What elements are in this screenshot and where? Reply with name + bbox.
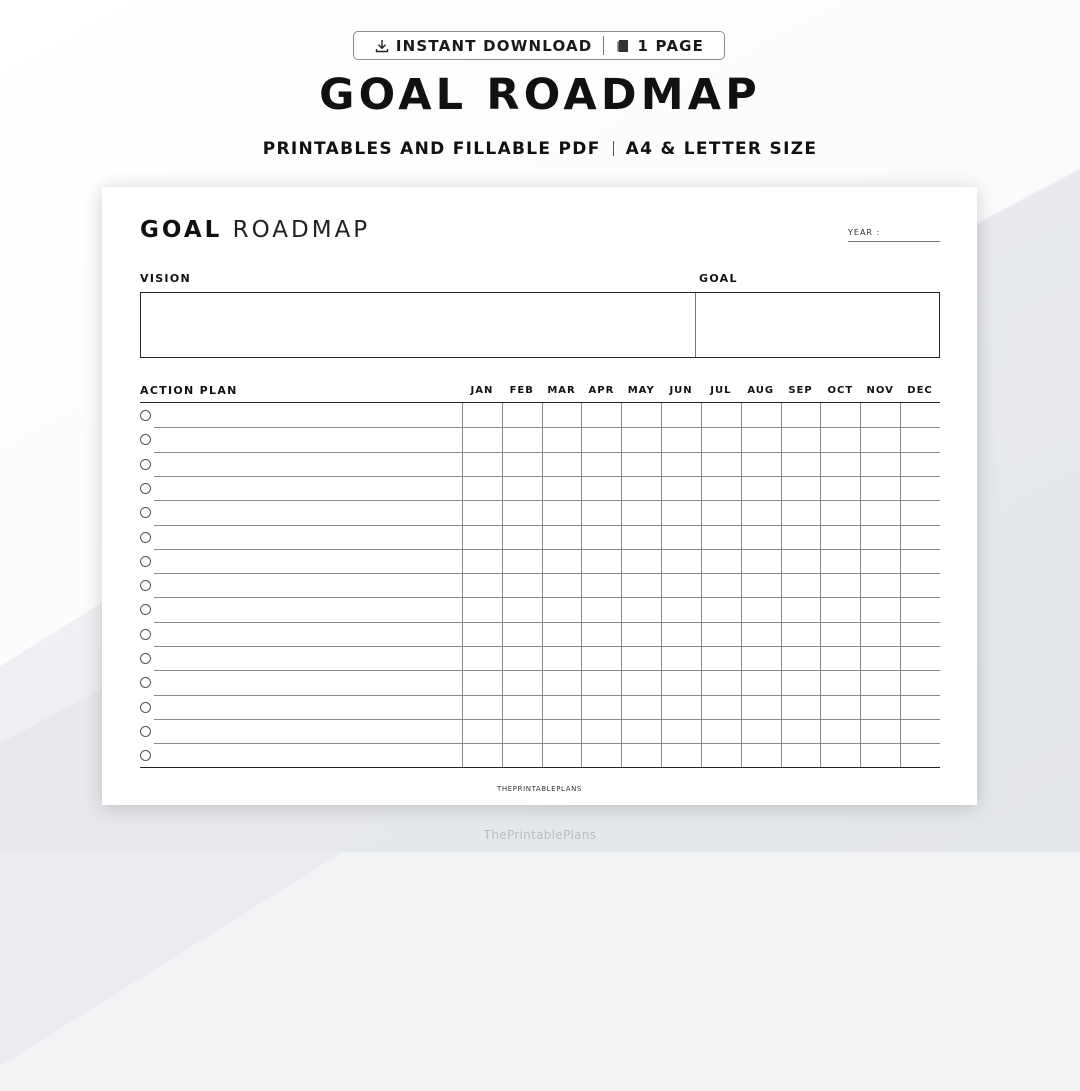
sheet-title: [140, 217, 370, 243]
document-icon: [615, 38, 631, 54]
sheet-footer: THEPRINTABLEPLANS: [497, 785, 582, 793]
action-checkbox[interactable]: [140, 653, 151, 664]
grid-row-line: [154, 500, 940, 501]
action-checkbox[interactable]: [140, 726, 151, 737]
grid-row-line: [154, 597, 940, 598]
action-checkbox[interactable]: [140, 532, 151, 543]
action-checkbox[interactable]: [140, 556, 151, 567]
grid-bottom-border: [140, 767, 940, 768]
month-header-jan: JAN: [470, 385, 494, 396]
sheet-title-bold: GOAL: [140, 217, 223, 243]
grid-row-line: [154, 525, 940, 526]
action-checkbox[interactable]: [140, 702, 151, 713]
action-checkbox[interactable]: [140, 580, 151, 591]
instant-download-label: INSTANT DOWNLOAD: [395, 36, 593, 55]
grid-row-line: [154, 646, 940, 647]
month-header-may: MAY: [627, 385, 655, 396]
action-checkbox[interactable]: [140, 629, 151, 640]
vision-label: VISION: [140, 272, 191, 285]
subtitle: [0, 139, 1080, 159]
grid-row-line: [154, 549, 940, 550]
month-header-oct: OCT: [827, 385, 854, 396]
grid-column-line: [820, 403, 821, 767]
month-header-sep: SEP: [788, 385, 813, 396]
vision-goal-box: [140, 292, 940, 358]
vision-goal-divider: [695, 293, 696, 357]
grid-column-line: [542, 403, 543, 767]
month-header-feb: FEB: [509, 385, 534, 396]
grid-column-line: [462, 403, 463, 767]
grid-column-line: [701, 403, 702, 767]
month-header-nov: NOV: [866, 385, 894, 396]
grid-row-line: [154, 695, 940, 696]
month-header-apr: APR: [588, 385, 615, 396]
download-icon: [374, 38, 390, 54]
action-checkbox[interactable]: [140, 750, 151, 761]
page-count-label: 1 PAGE: [637, 36, 705, 55]
grid-row-line: [154, 452, 940, 453]
grid-column-line: [860, 403, 861, 767]
grid-column-line: [781, 403, 782, 767]
month-header-dec: DEC: [907, 385, 933, 396]
action-checkbox[interactable]: [140, 459, 151, 470]
grid-column-line: [621, 403, 622, 767]
month-header-jun: JUN: [669, 385, 693, 396]
action-checkbox[interactable]: [140, 677, 151, 688]
page-title: GOAL ROADMAP: [319, 70, 761, 120]
month-header-jul: JUL: [710, 385, 732, 396]
grid-row-line: [154, 670, 940, 671]
grid-row-line: [154, 427, 940, 428]
month-header-mar: MAR: [547, 385, 576, 396]
sheet-title-light: ROADMAP: [232, 217, 371, 243]
month-header-aug: AUG: [747, 385, 775, 396]
grid-column-line: [900, 403, 901, 767]
subtitle-sizes: A4 & LETTER SIZE: [625, 139, 818, 159]
badge-divider: [603, 36, 604, 55]
action-checkbox[interactable]: [140, 507, 151, 518]
action-checkbox[interactable]: [140, 434, 151, 445]
grid-row-line: [154, 622, 940, 623]
product-badge: [353, 31, 725, 60]
action-plan-label: ACTION PLAN: [140, 384, 238, 397]
goal-label: GOAL: [699, 272, 738, 285]
planner-sheet: [102, 187, 977, 805]
grid-column-line: [502, 403, 503, 767]
grid-column-line: [661, 403, 662, 767]
grid-column-line: [581, 403, 582, 767]
grid-row-line: [154, 743, 940, 744]
action-checkbox[interactable]: [140, 410, 151, 421]
subtitle-divider: [613, 141, 614, 156]
grid-row-line: [154, 719, 940, 720]
subtitle-formats: PRINTABLES AND FILLABLE PDF: [262, 139, 601, 159]
year-field[interactable]: YEAR :: [848, 228, 940, 242]
action-checkbox[interactable]: [140, 483, 151, 494]
watermark: ThePrintablePlans: [483, 828, 597, 842]
action-checkbox[interactable]: [140, 604, 151, 615]
grid-row-line: [154, 476, 940, 477]
grid-row-line: [154, 573, 940, 574]
grid-column-line: [741, 403, 742, 767]
